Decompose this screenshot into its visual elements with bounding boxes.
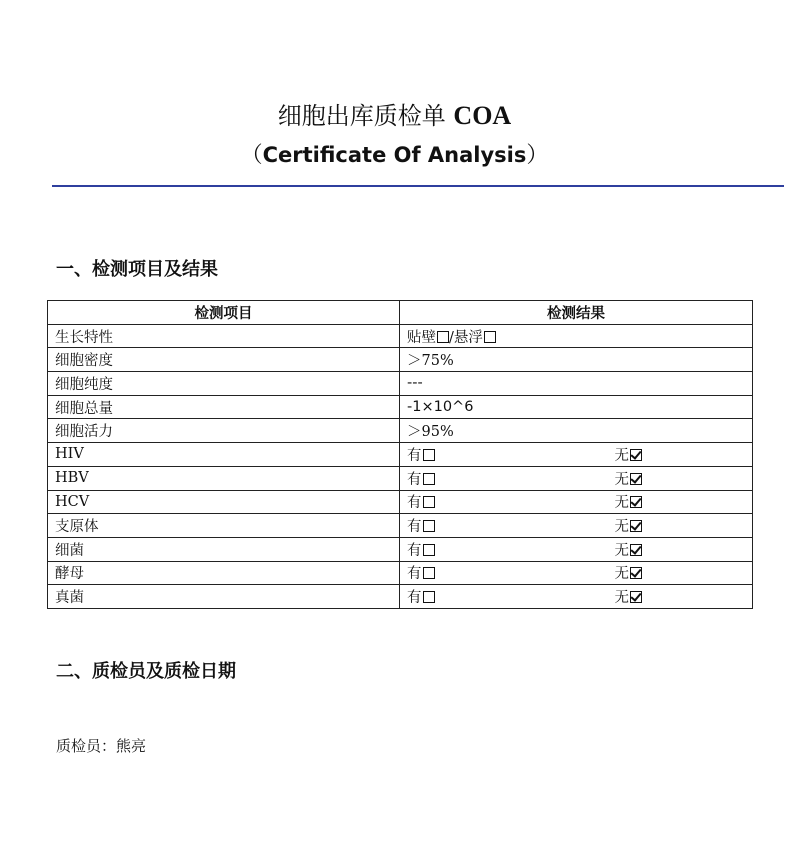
yes-label: 有 (407, 495, 422, 512)
no-option (615, 468, 643, 489)
no-option (615, 562, 643, 583)
no-option (615, 539, 643, 560)
title-chinese: 细胞出库质检单 (277, 102, 446, 130)
checkbox-no[interactable] (630, 544, 642, 556)
row-item: HBV (48, 466, 400, 490)
yes-label: 有 (407, 471, 422, 488)
yes-option (407, 515, 435, 536)
checkbox-yes[interactable] (423, 591, 435, 603)
row-result (400, 324, 753, 348)
checkbox-no[interactable] (630, 591, 642, 603)
yes-label: 有 (407, 566, 422, 583)
table-row (48, 324, 753, 348)
checkbox-adherent[interactable] (437, 331, 449, 343)
row-result (400, 561, 753, 585)
row-item: 细胞纯度 (48, 372, 400, 396)
row-result (400, 585, 753, 609)
row-result: --- (400, 372, 753, 396)
row-result (400, 514, 753, 538)
row-item: 酵母 (48, 561, 400, 585)
option-separator: / (449, 329, 454, 346)
no-label: 无 (614, 471, 629, 488)
no-option (615, 491, 643, 512)
no-label: 无 (614, 495, 629, 512)
row-item: 细菌 (48, 537, 400, 561)
no-option (615, 444, 643, 465)
col-header-item: 检测项目 (48, 301, 400, 325)
option-adherent: 贴壁 (407, 329, 436, 346)
no-label: 无 (614, 566, 629, 583)
checkbox-no[interactable] (630, 449, 642, 461)
paren-open: （ (240, 143, 263, 168)
row-result (400, 490, 753, 514)
row-result (400, 443, 753, 467)
no-option (615, 515, 643, 536)
checkbox-suspension[interactable] (484, 331, 496, 343)
yes-label: 有 (407, 519, 422, 536)
title-coa: COA (453, 101, 512, 130)
row-result: ＞95% (400, 419, 753, 443)
table-row (48, 395, 753, 419)
row-item: 细胞活力 (48, 419, 400, 443)
row-result: -1×10^6 (400, 395, 753, 419)
checkbox-no[interactable] (630, 567, 642, 579)
yes-option (407, 444, 435, 465)
title-divider (52, 185, 784, 187)
row-result: ＞75% (400, 348, 753, 372)
checkbox-yes[interactable] (423, 449, 435, 461)
paren-close: ） (526, 143, 549, 168)
row-item: HCV (48, 490, 400, 514)
checkbox-yes[interactable] (423, 544, 435, 556)
yes-label: 有 (407, 447, 422, 464)
checkbox-yes[interactable] (423, 567, 435, 579)
row-result (400, 537, 753, 561)
checkbox-yes[interactable] (423, 496, 435, 508)
col-header-result: 检测结果 (400, 301, 753, 325)
table-row (48, 419, 753, 443)
no-label: 无 (614, 590, 629, 607)
document-title (0, 96, 789, 131)
option-suspension: 悬浮 (453, 329, 483, 346)
no-label: 无 (614, 519, 629, 536)
table-header-row (48, 301, 753, 325)
section-heading-inspector: 二、质检员及质检日期 (56, 661, 236, 682)
test-rows (48, 443, 753, 609)
row-item: 生长特性 (48, 324, 400, 348)
checkbox-no[interactable] (630, 473, 642, 485)
yes-option (407, 491, 435, 512)
document-subtitle (0, 138, 789, 169)
row-item: HIV (48, 443, 400, 467)
checkbox-no[interactable] (630, 520, 642, 532)
yes-option (407, 539, 435, 560)
table-row (48, 561, 753, 585)
inspector-label: 质检员： (56, 737, 117, 755)
table-row (48, 348, 753, 372)
row-item: 真菌 (48, 585, 400, 609)
yes-option (407, 586, 435, 607)
yes-option (407, 468, 435, 489)
inspector-line (56, 735, 146, 756)
row-item: 细胞密度 (48, 348, 400, 372)
checkbox-no[interactable] (630, 496, 642, 508)
title-english: Certificate Of Analysis (262, 143, 527, 167)
results-table (47, 300, 753, 609)
table-row (48, 466, 753, 490)
no-label: 无 (614, 447, 629, 464)
yes-label: 有 (407, 590, 422, 607)
table-row (48, 514, 753, 538)
checkbox-yes[interactable] (423, 473, 435, 485)
table-row (48, 372, 753, 396)
table-row (48, 537, 753, 561)
yes-option (407, 562, 435, 583)
row-result (400, 466, 753, 490)
inspector-name: 熊亮 (116, 737, 147, 755)
yes-label: 有 (407, 542, 422, 559)
row-item: 支原体 (48, 514, 400, 538)
table-row (48, 490, 753, 514)
section-heading-results: 一、检测项目及结果 (56, 259, 218, 280)
table-row (48, 443, 753, 467)
checkbox-yes[interactable] (423, 520, 435, 532)
table-row (48, 585, 753, 609)
no-option (615, 586, 643, 607)
row-item: 细胞总量 (48, 395, 400, 419)
no-label: 无 (614, 542, 629, 559)
